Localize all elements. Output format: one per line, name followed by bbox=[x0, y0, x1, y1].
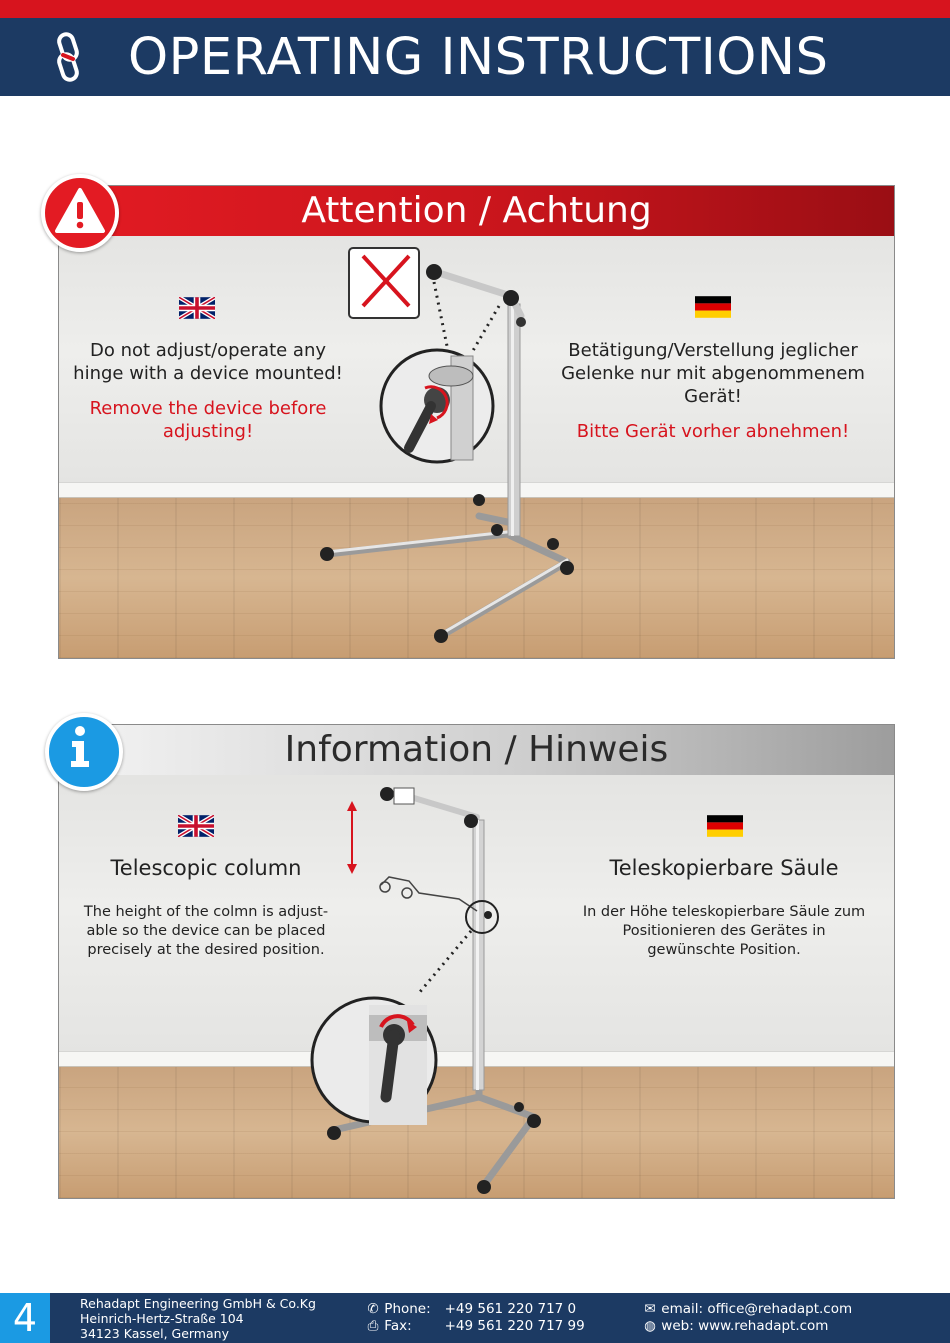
contact-phone-fax bbox=[366, 1301, 585, 1335]
page-number: 4 bbox=[12, 1296, 38, 1340]
information-de-line2: Positionieren des Gerätes in bbox=[622, 923, 826, 939]
information-en-text bbox=[58, 903, 354, 960]
information-en-line2: able so the device can be placed bbox=[86, 923, 326, 939]
top-red-strip bbox=[0, 0, 950, 18]
attention-de-line3: Gerät! bbox=[684, 386, 742, 407]
uk-flag-icon bbox=[179, 297, 215, 319]
phone-label: Phone: bbox=[384, 1301, 431, 1317]
phone-icon: ✆ bbox=[367, 1301, 379, 1317]
page-title: OPERATING INSTRUCTIONS bbox=[128, 28, 829, 87]
web-label: web: bbox=[661, 1318, 694, 1334]
info-icon bbox=[49, 717, 111, 779]
warning-icon bbox=[45, 178, 115, 248]
phone-number[interactable]: +49 561 220 717 0 bbox=[444, 1301, 577, 1317]
attention-en-line1: Do not adjust/operate any bbox=[89, 340, 327, 361]
company-name: Rehadapt Engineering GmbH & Co.Kg bbox=[80, 1296, 316, 1311]
information-de-line1: In der Höhe teleskopierbare Säule zum bbox=[582, 904, 866, 920]
german-flag-icon bbox=[707, 815, 743, 837]
email-link[interactable]: office@rehadapt.com bbox=[707, 1301, 853, 1317]
attention-badge bbox=[41, 174, 119, 252]
uk-flag-icon bbox=[178, 815, 214, 837]
information-en-line3: precisely at the desired position. bbox=[87, 942, 325, 958]
rehadapt-link-logo-icon bbox=[52, 31, 84, 83]
email-icon: ✉ bbox=[644, 1301, 656, 1317]
company-street: Heinrich-Hertz-Straße 104 bbox=[80, 1311, 244, 1326]
web-link[interactable]: www.rehadapt.com bbox=[698, 1318, 829, 1334]
information-de-text bbox=[565, 903, 883, 960]
globe-icon: ◍ bbox=[644, 1318, 656, 1334]
attention-de-text bbox=[545, 339, 881, 443]
german-flag-icon bbox=[695, 296, 731, 318]
page-header bbox=[0, 18, 950, 96]
page-footer bbox=[0, 1293, 950, 1343]
information-panel bbox=[58, 724, 895, 1199]
information-en-heading: Telescopic column bbox=[110, 856, 302, 880]
attention-en-warning-line1: Remove the device before bbox=[89, 398, 327, 419]
telescopic-stand-illustration bbox=[59, 725, 894, 1198]
company-address bbox=[80, 1296, 316, 1341]
information-badge bbox=[45, 713, 123, 791]
information-de-heading: Teleskopierbare Säule bbox=[609, 856, 839, 880]
information-title: Information / Hinweis bbox=[284, 729, 669, 770]
fax-label: Fax: bbox=[384, 1318, 412, 1334]
attention-en-text bbox=[58, 339, 358, 443]
company-city: 34123 Kassel, Germany bbox=[80, 1326, 229, 1341]
information-en-line1: The height of the colmn is adjust- bbox=[83, 904, 329, 920]
fax-number: +49 561 220 717 99 bbox=[444, 1318, 585, 1334]
attention-title: Attention / Achtung bbox=[301, 190, 652, 231]
contact-email-web bbox=[643, 1301, 852, 1335]
information-de-line3: gewünschte Position. bbox=[647, 942, 801, 958]
attention-de-line2: Gelenke nur mit abgenommenem bbox=[561, 363, 865, 384]
fax-icon: ⎙ bbox=[367, 1318, 379, 1334]
attention-en-line2: hinge with a device mounted! bbox=[73, 363, 343, 384]
attention-de-warning: Bitte Gerät vorher abnehmen! bbox=[576, 421, 850, 442]
attention-en-warning-line2: adjusting! bbox=[162, 421, 254, 442]
attention-de-line1: Betätigung/Verstellung jeglicher bbox=[568, 340, 858, 361]
email-label: email: bbox=[661, 1301, 704, 1317]
